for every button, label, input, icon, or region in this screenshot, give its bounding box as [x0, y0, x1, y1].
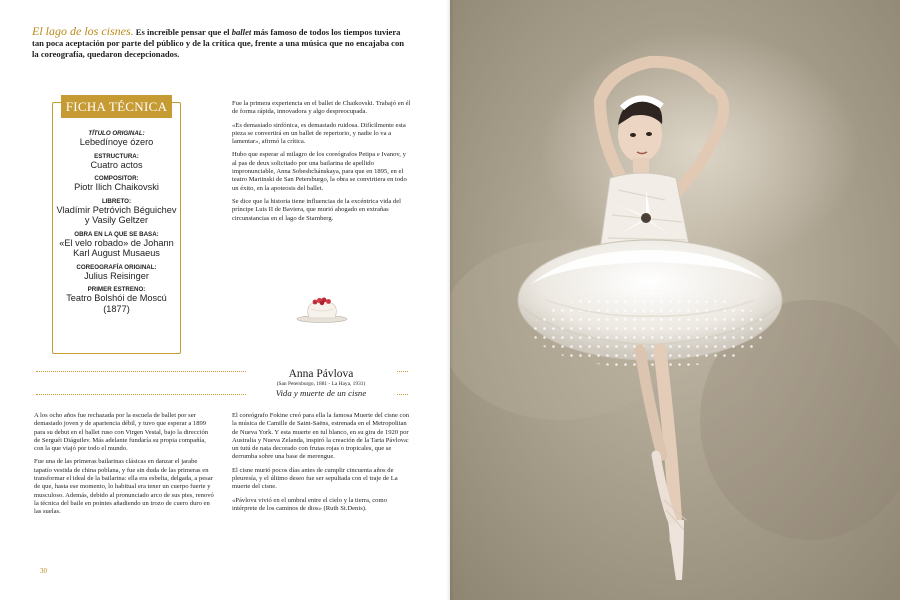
- ficha-value: «El velo robado» de Johann Karl August Musaeus: [59, 237, 174, 258]
- intro-paragraph: [32, 26, 412, 61]
- ballerina-swan-illustration: [450, 0, 900, 600]
- intro-text-ballet: ballet: [231, 27, 252, 37]
- page-number: 30: [40, 567, 47, 575]
- ficha-fields: [53, 125, 180, 314]
- book-gutter: [446, 0, 454, 600]
- ficha-value: Lebedínoye ózero: [79, 137, 154, 147]
- ficha-label: COREOGRAFÍA ORIGINAL:: [76, 263, 157, 271]
- intro-text-a: Es increíble pensar que el: [133, 27, 232, 37]
- ficha-label: TÍTULO ORIGINAL:: [88, 130, 145, 137]
- ficha-value: Piotr Ilich Chaikovski: [74, 182, 159, 192]
- ficha-value: Julius Reisinger: [84, 270, 149, 281]
- right-page: [450, 0, 900, 600]
- pavlova-cake-illustration: [295, 292, 349, 324]
- ficha-label: COMPOSITOR:: [94, 175, 139, 182]
- history-paragraph: Fue la primera experiencia en el ballet de Chaikovski. Trabajó en él de forma rápida, innovadora y algo despreocupada.: [232, 100, 411, 116]
- biography-paragraph: «Pávlova vivió en el umbral entre el cielo y la tierra, como intérprete de los caminos de dios» (Ruth St.Denis).: [232, 496, 387, 512]
- ficha-label: LIBRETO:: [101, 197, 132, 205]
- ficha-label: OBRA EN LA QUE SE BASA:: [74, 230, 159, 238]
- ficha-value: Teatro Bolshói de Moscú (1877): [66, 293, 167, 314]
- ficha-value: Cuatro actos: [90, 159, 143, 170]
- ficha-label: ESTRUCTURA:: [94, 152, 139, 160]
- biography-column-left: [34, 412, 214, 522]
- biography-paragraph: A los ocho años fue rechazada por la escuela de ballet por ser demasiado joven y de apariencia débil, y tuvo que esperar a 1899 para su debut en el ballet ruso con Virgen Vestal, bajo la dirección de Serguéi Diáguilev. Más adelante fundaría su propia compañía, con la que viajó por todo el mundo.: [34, 412, 209, 453]
- biography-paragraph: El cisne murió pocos días antes de cumplir cincuenta años de pleuresía, y el último deseo fue ser sepultada con el traje de La muerte del cisne.: [232, 466, 398, 491]
- intro-lead: El lago de los cisnes.: [32, 24, 134, 38]
- history-paragraph: Hubo que esperar al milagro de los coreógrafos Petipa e Ivanov, y al pas de deux solicitado por una bailarina de apellido impronunciable, Anna Sobeshchánskaya, para que en 1895, en el teatro Mariinski de San Petersburgo, la obra se convirtiera en todo un éxito, en la apoteosis del ballet.: [232, 151, 407, 192]
- history-paragraph: «Es demasiado sinfónica, es demasiado ruidosa. Difícilmente esta pieza se convertirá en un ballet de repertorio, y nadie lo va a lamentar», afirmó la crítica.: [232, 121, 406, 146]
- anna-name: Anna Pávlova: [288, 368, 354, 380]
- history-column: [232, 100, 412, 228]
- ficha-label: PRIMER ESTRENO:: [87, 286, 146, 293]
- intro-text-b: más famoso de todos los tiempos tuviera tan poca aceptación por parte del público y de la crítica que, frente a una música que no encajaba con la coreografía, quedaron decepcionados.: [32, 27, 405, 60]
- biography-paragraph: El coreógrafo Fokine creó para ella la famosa Muerte del cisne con la música de Camille de Saint-Saëns, estrenada en el Metropolitan de Nueva York. Y esta muerte en tul blanco, en su gira de 1920 por Australia y Nueva Zelanda, inspiró la creación de la Tarta Pávlova: un tutú de nata decorado con frutas rojas o tropicales, que se derrumba sobre una base de merengue.: [232, 412, 410, 461]
- anna-subtitle: Vida y muerte de un cisne: [275, 388, 367, 398]
- history-paragraph: Se dice que la historia tiene influencias de la excéntrica vida del príncipe Luis II de Baviera, que murió ahogado en extrañas circunstancias en el lago de Starnberg.: [232, 197, 401, 222]
- biography-column-right: [232, 412, 412, 518]
- ficha-tecnica-box: [52, 99, 181, 354]
- anna-dates: (San Petersburgo, 1881 - La Haya, 1931): [276, 381, 366, 387]
- ficha-title: FICHA TÉCNICA: [61, 95, 172, 118]
- anna-pavlova-heading: [246, 366, 396, 398]
- biography-paragraph: Fue una de las primeras bailarinas clásicas en danzar el jarabe tapatío vestida de china poblana, y fue sin duda de las primeras en transformar el ideal de la bailarina: ella era esbelta, delgada, a pesar de que, hasta ese momento, lo habitual era tener un cuerpo fuerte y musculoso. Además, debido al pronunciado arco de sus pies, renovó la técnica del baile en pointes añadiendo un trozo de cuero duro en las suelas.: [34, 458, 214, 516]
- ficha-value: Vladímir Petróvich Béguichev y Vasily Geltzer: [56, 204, 177, 225]
